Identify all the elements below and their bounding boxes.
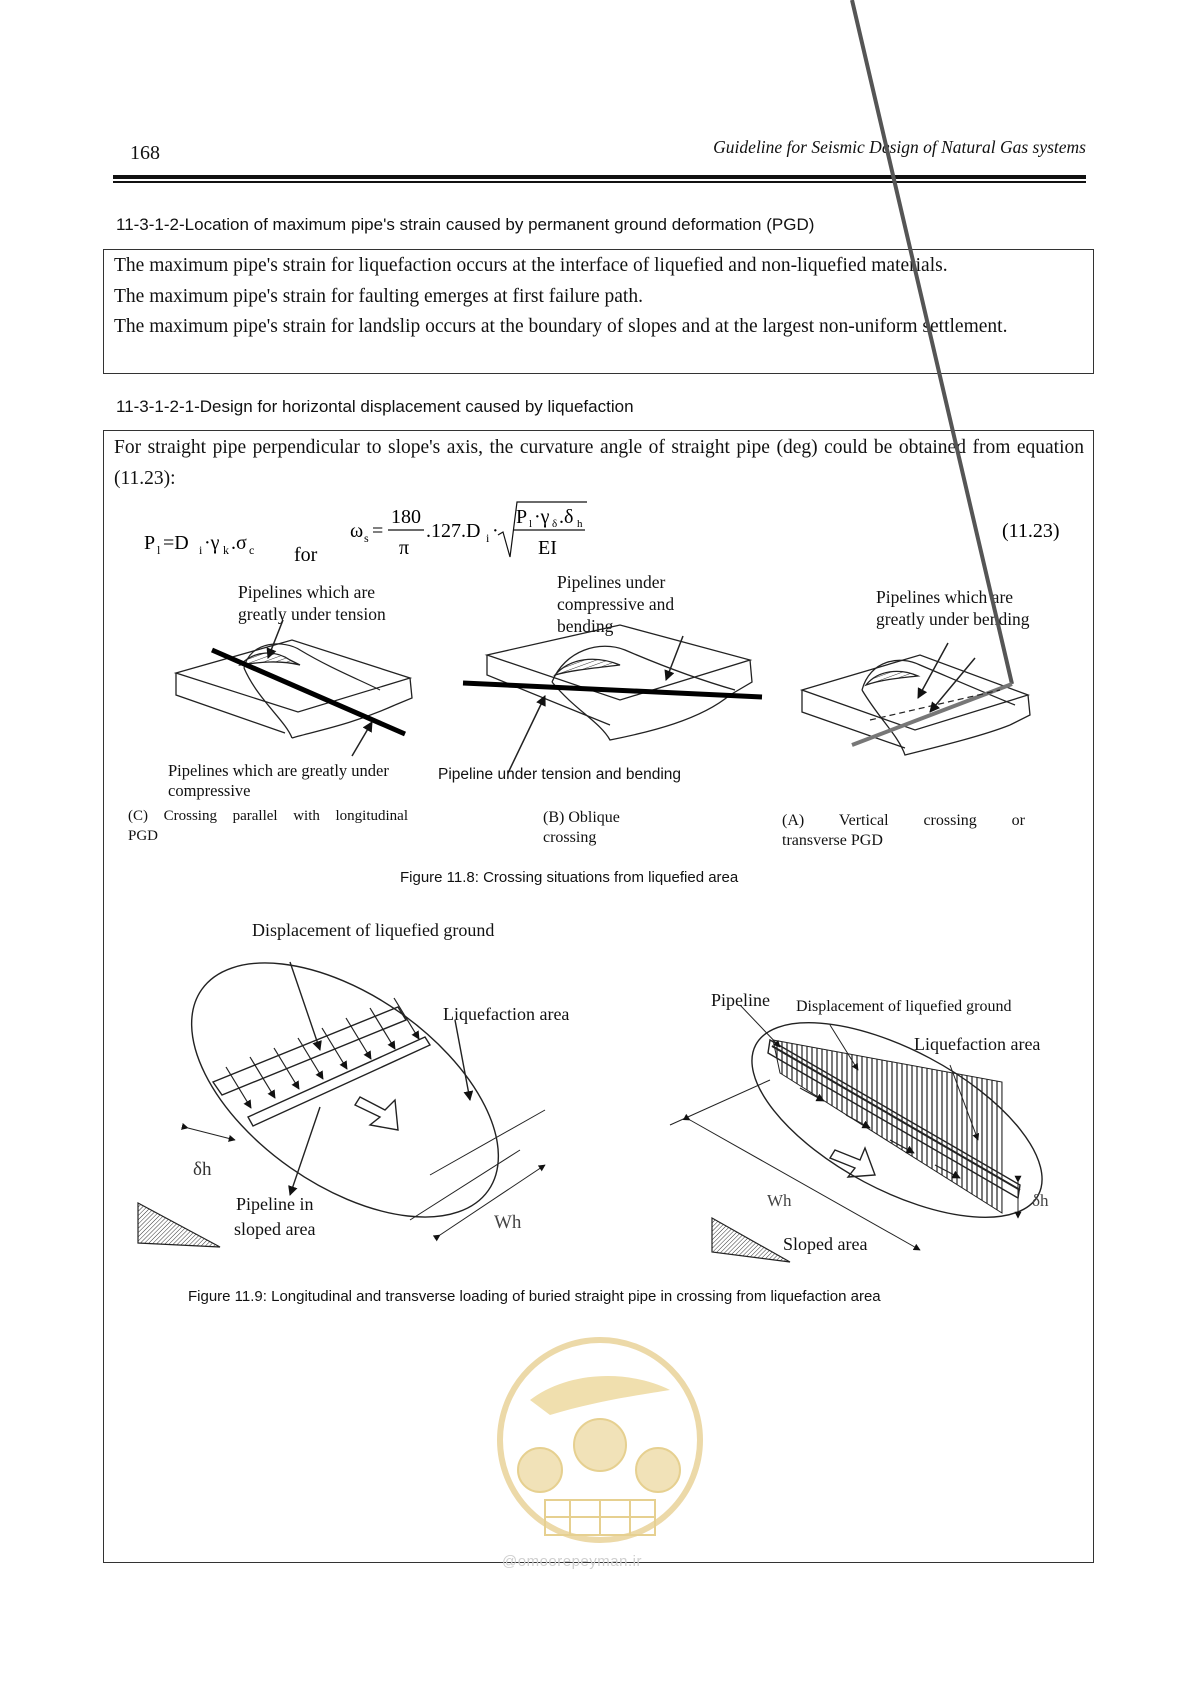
fig9-caption: Figure 11.9: Longitudinal and transverse loading of buried straight pipe in crossing from liquefaction area [188,1288,881,1305]
eq-mid-sub: i [486,531,490,545]
eq-root-sub3: h [577,518,583,530]
eq-sigma: .σ [231,532,247,554]
eq-k-sub: k [223,543,229,557]
watermark-text: @omoorepeyman.ir [502,1553,642,1570]
fig9-right-pipeline: Pipeline [711,990,770,1010]
fig9-right-w: Wh [767,1191,792,1210]
fig8-label-bending-line1: Pipelines which are [876,587,1014,607]
eq-root-gamma: ·γ [534,506,550,528]
fig8-label-comp-bend-line2: compressive and [557,594,675,614]
fig8-sub-a-line1: (A) Vertical crossing or [782,812,1025,829]
eq-di-sub: i [199,543,203,557]
eq-pl-sub: l [157,543,161,557]
fig8-label-comp-bend-line1: Pipelines under [557,572,666,592]
fig8-sub-a-line2: transverse PGD [782,832,883,849]
section2-intro: For straight pipe perpendicular to slope's axis, the curvature angle of straight pipe (deg) could be obtained from equation (11.23): [114,437,1084,489]
fig9-right-liq: Liquefaction area [914,1034,1041,1054]
eq-ei: EI [538,537,557,559]
eq-for: for [294,544,318,566]
page-number: 168 [130,142,160,164]
running-title: Guideline for Seismic Design of Natural Gas systems [713,137,1086,157]
eq-number: (11.23) [1002,520,1060,542]
fig8-sub-c-line2: PGD [128,828,159,844]
fig9-left-pipe-line2: sloped area [234,1219,316,1239]
fig9-left-disp: Displacement of liquefied ground [252,920,495,940]
eq-equals: = [372,520,384,542]
eq-c-sub: c [249,543,255,557]
watermark-logo [490,1330,710,1560]
fig8-label-bending-line2: greatly under bending [876,609,1030,629]
fig9-right-sloped: Sloped area [783,1234,868,1254]
fig8-sub-b-line1: (B) Oblique [543,809,620,826]
fig8-label-comp-bend-line3: bending [557,616,614,636]
section1-line-3: The maximum pipe's strain for landslip occurs at the boundary of slopes and at the largest non-uniform settlement. [114,316,1008,337]
fig8-label-tension-bend: Pipeline under tension and bending [438,766,682,783]
section1-line-1: The maximum pipe's strain for liquefaction occurs at the interface of liquefied and non-liquefied materials. [114,255,948,276]
fig8-caption: Figure 11.8: Crossing situations from liquefied area [400,869,739,886]
fig8-label-compressive-line2: compressive [168,781,251,800]
fig9-right-disp: Displacement of liquefied ground [796,998,1012,1015]
eq-root-sub1: l [529,518,533,530]
eq-root-delta: .δ [559,506,574,528]
fig8-sub-b-line2: crossing [543,829,597,846]
fig9-left-pipe-line1: Pipeline in [235,1194,314,1214]
eq-root-p: P [516,506,528,528]
section1-line-2: The maximum pipe's strain for faulting emerges at first failure path. [114,285,643,307]
fig9-left-pipe [234,1192,315,1242]
fig9-left [138,912,545,1268]
section-heading-location: 11-3-1-2-Location of maximum pipe's strain caused by permanent ground deformation (PGD) [116,215,815,234]
fig8-label-tension-line1: Pipelines which are [238,582,376,602]
eq-omega: ω [350,520,364,542]
fig9-left-delta: δh [193,1159,212,1180]
fig9-right-delta: δh [1032,1191,1049,1210]
section-heading-design: 11-3-1-2-1-Design for horizontal displacement caused by liquefaction [116,397,634,416]
eq-mid: .127.D [426,520,481,542]
eq-pi: π [399,537,410,559]
eq-pl-p: P [144,532,156,554]
fig9-left-w: Wh [494,1212,522,1233]
eq-pl-rhs: =D [163,532,189,554]
fig8-sub-c-line1: (C) Crossing parallel with longitudinal [128,808,408,824]
fig8-label-compressive-line1: Pipelines which are greatly under [168,761,389,780]
eq-dot: · [492,520,499,542]
eq-omega-sub: s [364,531,369,545]
fig9-left-liq: Liquefaction area [443,1004,570,1024]
fig8-label-tension-line2: greatly under tension [238,604,386,624]
eq-gamma: ·γ [204,532,220,554]
eq-root-sub2: δ [552,518,558,530]
eq-180: 180 [391,506,421,528]
fig9-right [670,983,1071,1262]
